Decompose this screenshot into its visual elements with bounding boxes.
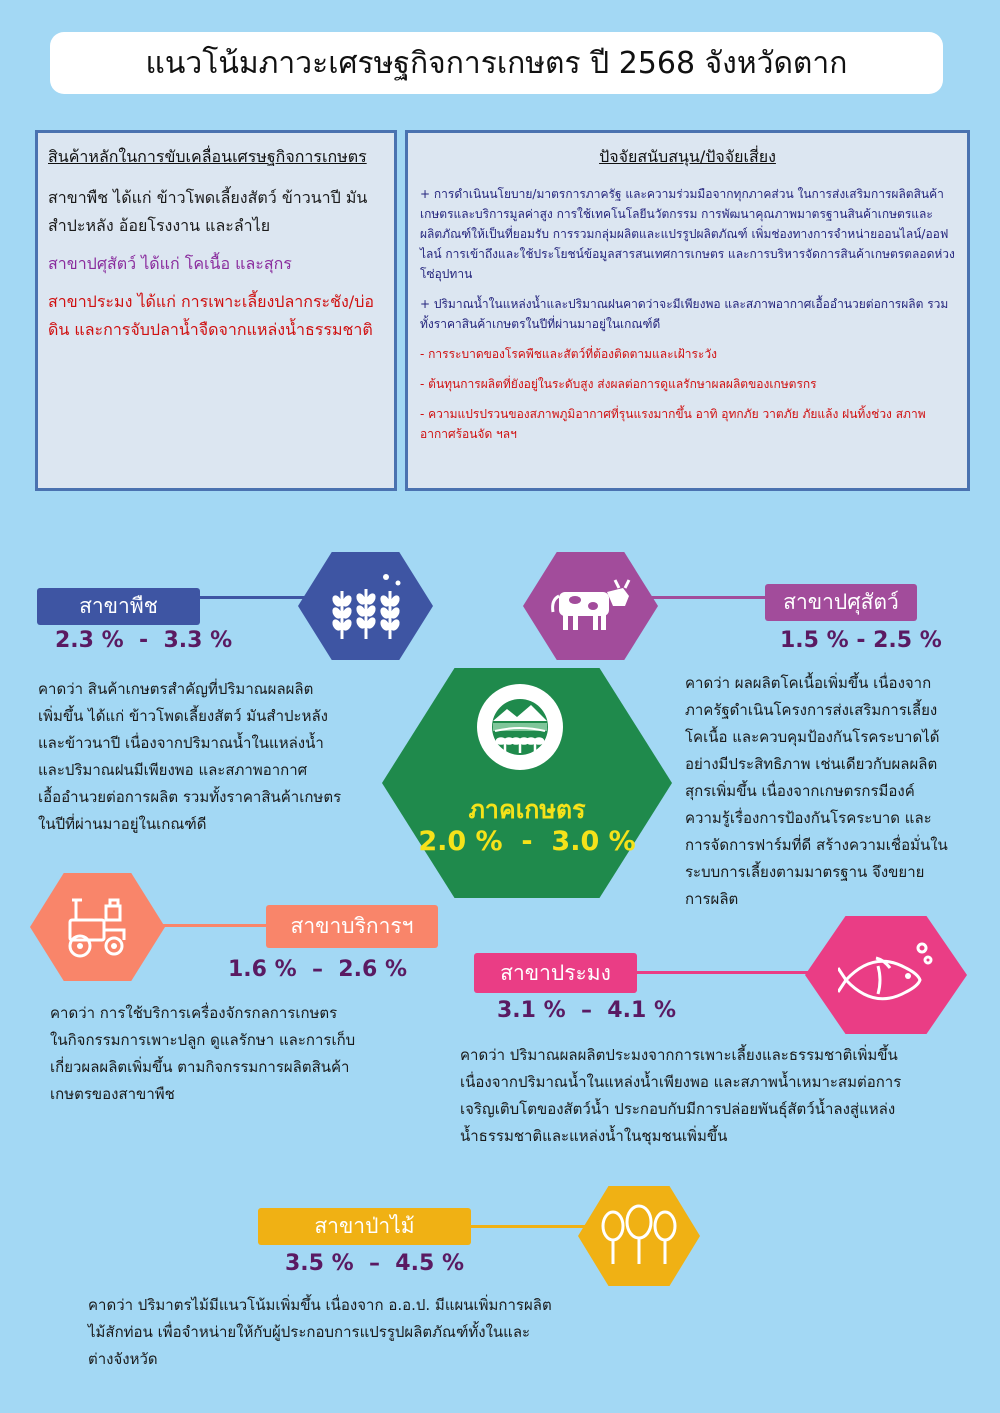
- forestry-connector: [470, 1225, 585, 1228]
- factors-panel: [405, 130, 970, 491]
- page-title: แนวโน้มภาวะเศรษฐกิจการเกษตร ปี 2568 จังหวัดตาก: [145, 45, 848, 81]
- main-products-panel: [35, 130, 397, 491]
- forestry-hex: [578, 1186, 700, 1286]
- crops-label: สาขาพืช: [79, 594, 158, 618]
- services-connector: [160, 924, 270, 927]
- livestock-connector: [650, 596, 765, 599]
- farm-field-icon: [487, 697, 553, 757]
- forestry-description: [88, 1292, 628, 1373]
- forestry-line: คาดว่า ปริมาตรไม้มีแนวโน้มเพิ่มขึ้น เนื่องจาก อ.อ.ป. มีแผนเพิ่มการผลิต: [88, 1296, 552, 1314]
- livestock-line: คาดว่า ผลผลิตโคเนื้อเพิ่มขึ้น เนื่องจาก: [685, 674, 932, 692]
- livestock-description: [685, 670, 975, 913]
- title-box: [50, 32, 943, 94]
- livestock-line: อย่างมีประสิทธิภาพ เช่นเดียวกับผลผลิต: [685, 755, 938, 773]
- services-line: ในกิจกรรมการเพาะปลูก ดูแลรักษา และการเก็บ: [50, 1031, 356, 1049]
- services-line: เกษตรของสาขาพืช: [50, 1085, 175, 1103]
- risk-item: - ความแปรปรวนของสภาพภูมิอากาศที่รุนแรงมากขึ้น อาทิ อุทกภัย วาตภัย ภัยแล้ง ฝนทิ้งช่วง สภาพอากาศร้อนจัด ฯลฯ: [420, 407, 926, 441]
- risk-item: - ต้นทุนการผลิตที่ยังอยู่ในระดับสูง ส่งผลต่อการดูแลรักษาผลผลิตของเกษตรกร: [420, 377, 817, 391]
- fishery-line: เจริญเติบโตของสัตว์น้ำ ประกอบกับมีการปล่อยพันธุ์สัตว์น้ำลงสู่แหล่ง: [460, 1100, 896, 1118]
- services-line: เกี่ยวผลผลิตเพิ่มขึ้น ตามกิจกรรมการผลิตสินค้า: [50, 1058, 350, 1076]
- fishery-line: คาดว่า ปริมาณผลผลิตประมงจากการเพาะเลี้ยงและธรรมชาติเพิ่มขึ้น: [460, 1046, 898, 1064]
- services-label: สาขาบริการฯ: [290, 914, 414, 938]
- risk-item: - การระบาดของโรคพืชและสัตว์ที่ต้องติดตามและเฝ้าระวัง: [420, 347, 717, 361]
- crops-line: ในปีที่ผ่านมาอยู่ในเกณฑ์ดี: [38, 815, 207, 833]
- agriculture-sector-range: 2.0 % - 3.0 %: [418, 826, 636, 857]
- fishery-description: [460, 1042, 980, 1150]
- crops-line: คาดว่า สินค้าเกษตรสำคัญที่ปริมาณผลผลิต: [38, 680, 314, 698]
- livestock-line: โคเนื้อ และควบคุมป้องกันโรคระบาดได้: [685, 728, 940, 746]
- livestock-hex: [523, 552, 658, 660]
- services-hex: [30, 873, 165, 981]
- services-line: คาดว่า การใช้บริการเครื่องจักรกลการเกษตร: [50, 1004, 338, 1022]
- fishery-range: 3.1 % – 4.1 %: [497, 998, 676, 1023]
- trees-icon: [597, 1204, 681, 1268]
- livestock-range: 1.5 % - 2.5 %: [780, 628, 942, 653]
- factors-heading: ปัจจัยสนับสนุน/ปัจจัยเสี่ยง: [599, 147, 776, 166]
- livestock-line: การผลิต: [685, 890, 739, 908]
- fishery-label: สาขาประมง: [500, 960, 611, 985]
- livestock-line: ความรู้เรื่องการป้องกันโรคระบาด และ: [685, 809, 932, 827]
- main-crops-text: สาขาพืช ได้แก่ ข้าวโพดเลี้ยงสัตว์ ข้าวนาปี มันสำปะหลัง อ้อยโรงงาน และลำไย: [48, 188, 368, 235]
- agriculture-sector-label: ภาคเกษตร: [468, 795, 586, 824]
- crops-hex: [298, 552, 433, 660]
- crops-line: และข้าวนาปี เนื่องจากปริมาณน้ำในแหล่งน้ำ: [38, 734, 324, 752]
- crops-label-box: [37, 588, 200, 625]
- main-fishery-text: สาขาประมง ได้แก่ การเพาะเลี้ยงปลากระชัง/บ่อดิน และการจับปลาน้ำจืดจากแหล่งน้ำธรรมชาติ: [48, 292, 374, 339]
- main-products-heading: สินค้าหลักในการขับเคลื่อนเศรษฐกิจการเกษตร: [48, 147, 367, 166]
- crops-description: [38, 676, 383, 838]
- livestock-label: สาขาปศุสัตว์: [783, 590, 899, 614]
- services-label-box: [266, 905, 438, 948]
- tractor-icon: [58, 894, 138, 960]
- fishery-line: น้ำธรรมชาติและแหล่งน้ำในชุมชนเพิ่มขึ้น: [460, 1127, 728, 1145]
- livestock-line: การจัดการฟาร์มที่ดี สร้างความเชื่อมั่นใน: [685, 836, 948, 854]
- crops-connector: [200, 596, 312, 599]
- wheat-icon: [326, 571, 406, 641]
- livestock-label-box: [765, 584, 917, 621]
- livestock-line: สุกรเพิ่มขึ้น เนื่องจากเกษตรกรมีองค์: [685, 782, 915, 800]
- services-description: [50, 1000, 410, 1108]
- factor-item: + ปริมาณน้ำในแหล่งน้ำและปริมาณฝนคาดว่าจะมีเพียงพอ และสภาพอากาศเอื้ออำนวยต่อการผลิต รวมทั้งราคาสินค้าเกษตรในปีที่ผ่านมาอยู่ในเกณฑ์ดี: [420, 297, 949, 331]
- forestry-label: สาขาป่าไม้: [314, 1214, 415, 1238]
- fishery-line: เนื่องจากปริมาณน้ำในแหล่งน้ำเพียงพอ และสภาพน้ำเหมาะสมต่อการ: [460, 1073, 902, 1091]
- fish-icon: [838, 940, 934, 1010]
- livestock-line: ภาครัฐดำเนินโครงการส่งเสริมการเลี้ยง: [685, 701, 938, 719]
- livestock-line: ระบบการเลี้ยงตามมาตรฐาน จึงขยาย: [685, 863, 925, 881]
- crops-line: และปริมาณฝนมีเพียงพอ และสภาพอากาศ: [38, 761, 308, 779]
- forestry-line: ไม้สักท่อน เพื่อจำหน่ายให้กับผู้ประกอบการแปรรูปผลิตภัณฑ์ทั้งในและ: [88, 1323, 531, 1341]
- crops-line: เพิ่มขึ้น ได้แก่ ข้าวโพดเลี้ยงสัตว์ มันสำปะหลัง: [38, 707, 328, 725]
- fishery-label-box: [474, 953, 637, 993]
- crops-range: 2.3 % - 3.3 %: [55, 628, 233, 653]
- forestry-label-box: [258, 1208, 471, 1245]
- fishery-connector: [637, 971, 817, 974]
- forestry-line: ต่างจังหวัด: [88, 1350, 158, 1368]
- factor-item: + การดำเนินนโยบาย/มาตรการภาครัฐ และความร่วมมือจากทุกภาคส่วน ในการส่งเสริมการผลิตสินค้าเกษตรและบริการมูลค่าสูง การใช้เทคโนโลยีนวัตกรรม การพัฒนาคุณภาพมาตรฐานสินค้าเกษตรและผลิตภัณฑ์ให้เป็นที่ยอมรับ การรวมกลุ่มผลิตและแปรรูปผลิตภัณฑ์ เพิ่มช่องทางการจำหน่ายออนไลน์/ออฟไลน์ การเข้าถึงและใช้ประโยชน์ข้อมูลสารสนเทศการเกษตร และการบริหารจัดการสินค้าเกษตรตลอดห่วงโซ่อุปทาน: [420, 187, 955, 281]
- cow-icon: [549, 578, 633, 634]
- fishery-hex: [805, 916, 967, 1034]
- crops-line: เอื้ออำนวยต่อการผลิต รวมทั้งราคาสินค้าเกษตร: [38, 788, 342, 806]
- farm-icon-circle: [477, 684, 563, 770]
- main-livestock-text: สาขาปศุสัตว์ ได้แก่ โคเนื้อ และสุกร: [48, 254, 292, 273]
- forestry-range: 3.5 % – 4.5 %: [285, 1251, 464, 1276]
- services-range: 1.6 % – 2.6 %: [228, 957, 407, 982]
